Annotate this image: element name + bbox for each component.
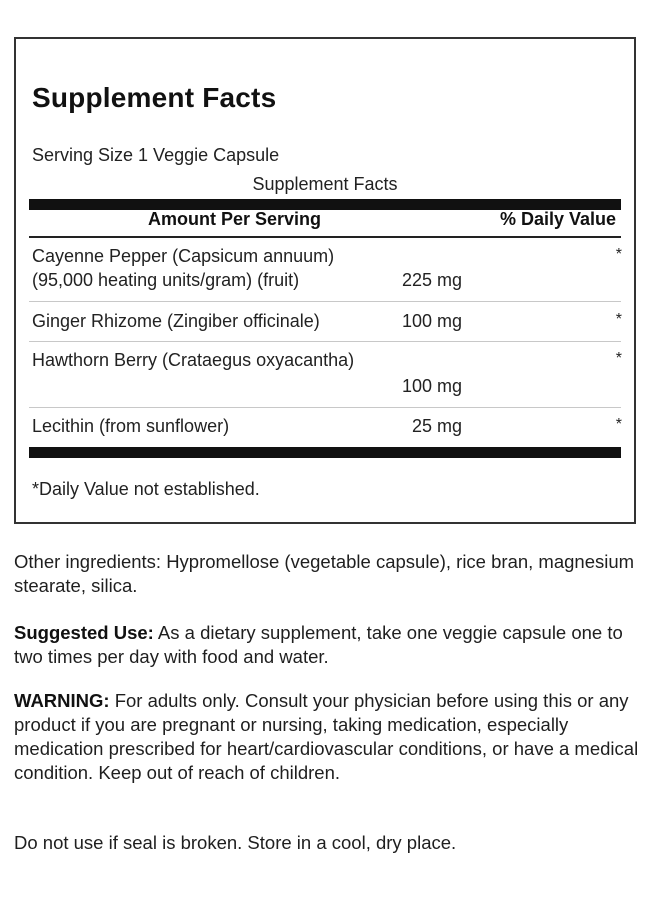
- ingredient-amount: 100 mg: [401, 376, 462, 396]
- daily-value-marker: *: [615, 350, 622, 367]
- ingredient-amount: 100 mg: [401, 311, 462, 331]
- suggested-use-label: Suggested Use:: [14, 622, 154, 643]
- bottom-thick-rule: [29, 447, 621, 458]
- ingredient-amount: 25 mg: [411, 416, 462, 436]
- suggested-use-text: As a dietary supplement, take one veggie capsule one to two times per day with food and water.: [14, 622, 623, 667]
- warning-label: WARNING:: [14, 690, 110, 711]
- facts-subheading: Supplement Facts: [252, 174, 398, 194]
- warning-text: For adults only. Consult your physician before using this or any product if you are pregnant or nursing, taking medication, especially medication prescribed for heart/cardiovascular conditions, or have a medical condition. Keep out of reach of children.: [14, 690, 639, 783]
- header-rule: [29, 236, 621, 238]
- row-divider: [29, 341, 621, 342]
- ingredient-name: Ginger Rhizome (Zingiber officinale): [32, 311, 320, 331]
- daily-value-header: % Daily Value: [499, 209, 616, 229]
- other-ingredients: Other ingredients: Hypromellose (vegetable capsule), rice bran, magnesium stearate, silica.: [14, 551, 635, 596]
- warning: [14, 689, 639, 785]
- daily-value-marker: *: [615, 416, 622, 433]
- suggested-use: [14, 621, 639, 669]
- facts-title: Supplement Facts: [32, 82, 277, 113]
- ingredient-name: Lecithin (from sunflower): [32, 416, 230, 436]
- serving-size: Serving Size 1 Veggie Capsule: [32, 145, 280, 165]
- amount-per-serving-header: Amount Per Serving: [148, 209, 322, 229]
- supplement-facts-panel: [14, 37, 636, 524]
- storage-instructions: Do not use if seal is broken. Store in a cool, dry place.: [14, 832, 457, 853]
- ingredient-amount: 225 mg: [401, 270, 462, 290]
- daily-value-marker: *: [615, 311, 622, 328]
- ingredient-name: Hawthorn Berry (Crataegus oxyacantha): [32, 350, 355, 370]
- row-divider: [29, 301, 621, 302]
- daily-value-footnote: *Daily Value not established.: [32, 479, 260, 499]
- ingredient-name: Cayenne Pepper (Capsicum annuum): [32, 246, 335, 266]
- daily-value-marker: *: [615, 246, 622, 263]
- row-divider: [29, 407, 621, 408]
- ingredient-name-detail: (95,000 heating units/gram) (fruit): [32, 270, 300, 290]
